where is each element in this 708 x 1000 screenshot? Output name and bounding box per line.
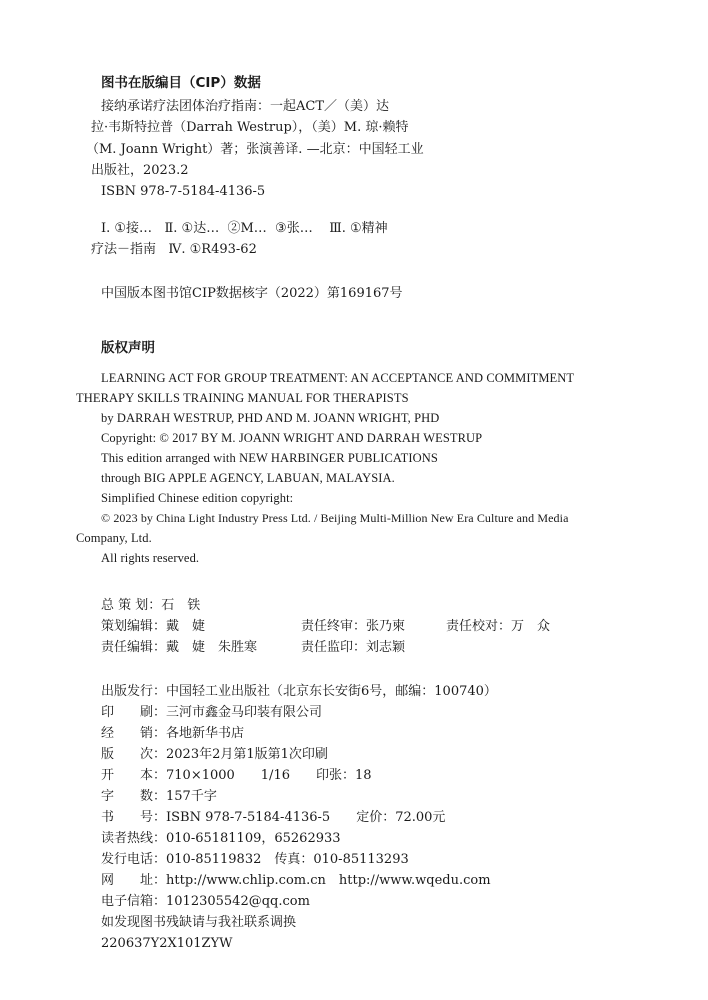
staff-planning-editor: 策划编辑：戴 婕 [101, 619, 206, 634]
cip-desc-line-1: 接纳承诺疗法团体治疗指南：一起ACT／（美）达 [101, 99, 390, 114]
cip-classification-line-2: 疗法－指南 Ⅳ. ①R493-62 [91, 242, 257, 257]
copyright-line-2: THERAPY SKILLS TRAINING MANUAL FOR THERAPISTS [76, 391, 409, 405]
staff-proofreader: 责任校对：万 众 [446, 619, 551, 634]
pub-notice: 如发现图书残缺请与我社联系调换 [101, 915, 297, 930]
staff-chief-planner: 总 策 划：石 铁 [101, 598, 201, 613]
copyright-line-8: © 2023 by China Light Industry Press Ltd. / Beijing Multi-Million New Era Culture and Media [101, 511, 569, 525]
cip-desc-line-2: 拉·韦斯特拉普（Darrah Westrup），（美）M. 琼·赖特 [91, 120, 409, 135]
pub-distributor: 经 销：各地新华书店 [101, 726, 245, 741]
cip-classification-line-1: Ⅰ. ①接… Ⅱ. ①达… ②M… ③张… Ⅲ. ①精神 [101, 221, 388, 236]
copyright-line-4: Copyright: © 2017 BY M. JOANN WRIGHT AND DARRAH WESTRUP [101, 431, 483, 445]
copyright-line-6: through BIG APPLE AGENCY, LABUAN, MALAYSIA. [101, 471, 395, 485]
copyright-line-9: Company, Ltd. [76, 531, 152, 545]
pub-edition: 版 次：2023年2月第1版第1次印刷 [101, 747, 328, 762]
copyright-line-3: by DARRAH WESTRUP, PHD AND M. JOANN WRIGHT, PHD [101, 411, 440, 425]
staff-final-reviewer: 责任终审：张乃柬 [301, 619, 406, 634]
pub-format: 开 本：710×1000 1/16 印张：18 [101, 768, 372, 783]
pub-isbn-price: 书 号：ISBN 978-7-5184-4136-5 定价：72.00元 [101, 810, 446, 825]
pub-website: 网 址：http://www.chlip.com.cn http://www.wqedu.com [101, 873, 491, 888]
cip-desc-line-3: （M. Joann Wright）著；张演善译. —北京：中国轻工业 [86, 142, 424, 157]
pub-word-count: 字 数：157千字 [101, 789, 217, 804]
cip-number: 中国版本图书馆CIP数据核字（2022）第169167号 [101, 286, 403, 301]
copyright-line-5: This edition arranged with NEW HARBINGER PUBLICATIONS [101, 451, 438, 465]
pub-code: 220637Y2X101ZYW [101, 936, 233, 951]
copyright-line-7: Simplified Chinese edition copyright: [101, 491, 294, 505]
pub-printer: 印 刷：三河市鑫金马印装有限公司 [101, 705, 323, 720]
staff-responsible-editor: 责任编辑：戴 婕 朱胜寒 [101, 640, 258, 655]
pub-email: 电子信箱：1012305542@qq.com [101, 894, 310, 909]
pub-hotline: 读者热线：010-65181109，65262933 [101, 831, 341, 846]
cip-isbn: ISBN 978-7-5184-4136-5 [101, 184, 266, 199]
cip-desc-line-4: 出版社，2023.2 [91, 163, 189, 178]
pub-phone-fax: 发行电话：010-85119832 传真：010-85113293 [101, 852, 409, 867]
copyright-heading: 版权声明 [101, 340, 155, 356]
pub-publisher: 出版发行：中国轻工业出版社（北京东长安街6号，邮编：100740） [101, 684, 497, 699]
staff-print-supervisor: 责任监印：刘志颖 [301, 640, 406, 655]
cip-heading: 图书在版编目（CIP）数据 [101, 75, 261, 91]
copyright-line-10: All rights reserved. [101, 551, 200, 565]
copyright-line-1: LEARNING ACT FOR GROUP TREATMENT: AN ACCEPTANCE AND COMMITMENT [101, 371, 575, 385]
